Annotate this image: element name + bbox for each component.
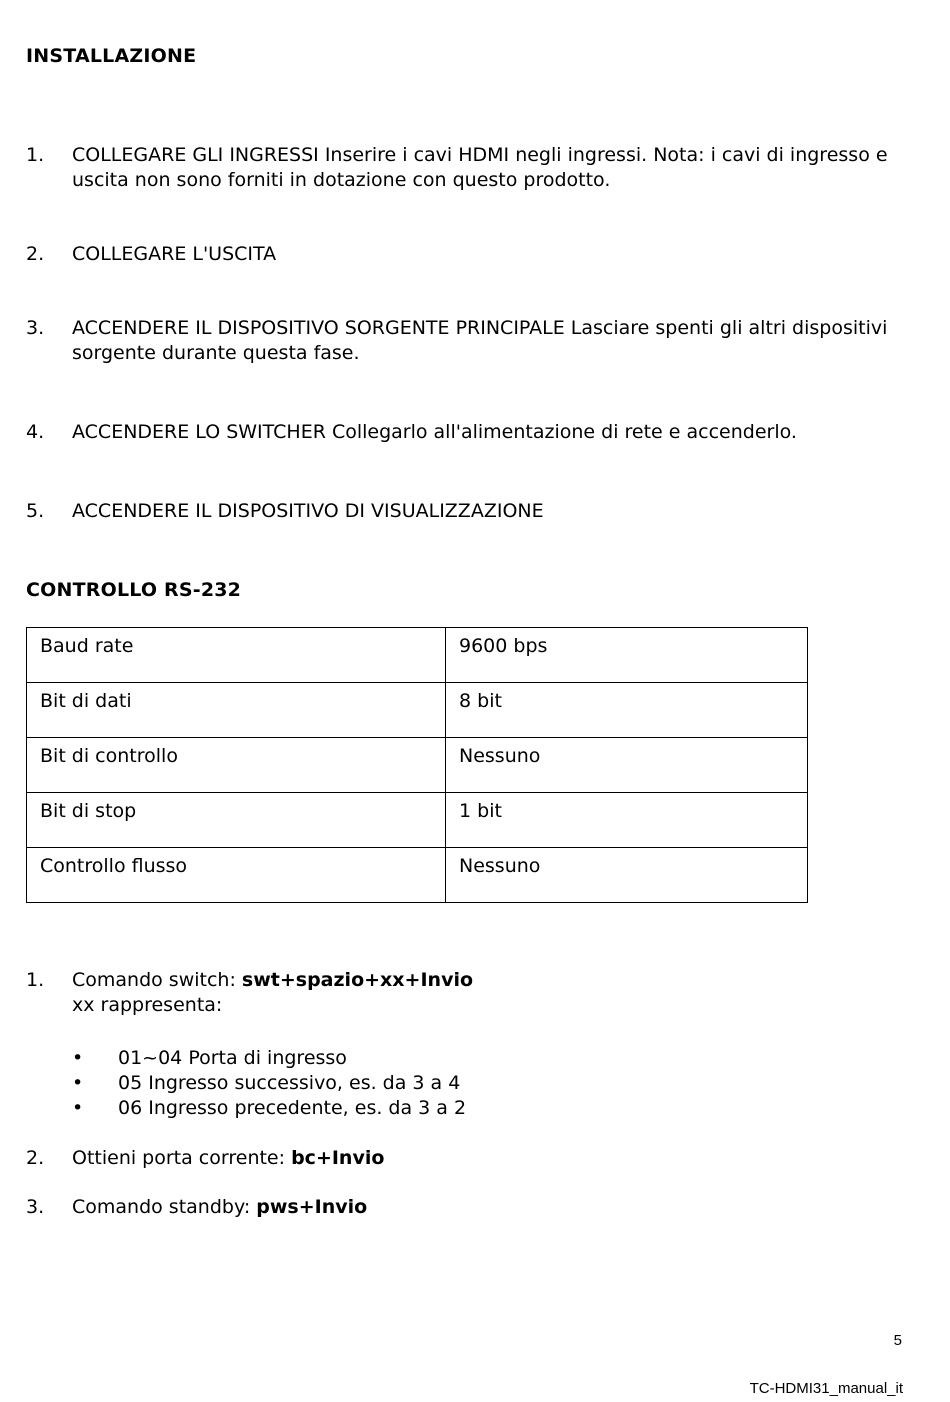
command-syntax: bc+Invio <box>291 1147 385 1169</box>
step-text: ACCENDERE LO SWITCHER Collegarlo all'alimentazione di rete e accenderlo. <box>72 421 797 443</box>
step-number: 5. <box>26 500 45 522</box>
table-row <box>27 738 808 793</box>
step-number: 1. <box>26 144 45 166</box>
page-number: 5 <box>893 1332 902 1349</box>
document-name: TC-HDMI31_manual_it <box>749 1380 903 1397</box>
table-row <box>27 848 808 903</box>
value-cell: 9600 bps <box>446 628 808 683</box>
command-line <box>72 1195 367 1220</box>
command-number: 2. <box>26 1147 45 1169</box>
step-number: 2. <box>26 243 45 265</box>
step-text: COLLEGARE GLI INGRESSI Inserire i cavi HDMI negli ingressi. Nota: i cavi di ingresso e uscita non sono forniti in dotazione con questo prodotto. <box>72 144 888 191</box>
command-number: 1. <box>26 969 45 991</box>
param-cell: Bit di stop <box>27 793 446 848</box>
list-item: 01~04 Porta di ingresso <box>118 1047 347 1069</box>
section-title-rs232: CONTROLLO RS-232 <box>26 579 242 601</box>
param-cell: Baud rate <box>27 628 446 683</box>
step-text: ACCENDERE IL DISPOSITIVO SORGENTE PRINCIPALE Lasciare spenti gli altri dispositivi sorgente durante questa fase. <box>72 317 888 364</box>
table-row <box>27 683 808 738</box>
command-number: 3. <box>26 1196 45 1218</box>
bullet-icon: • <box>72 1072 84 1094</box>
bullet-icon: • <box>72 1097 84 1119</box>
command-label: Comando standby: <box>72 1196 257 1218</box>
command-line <box>72 968 473 993</box>
table-row <box>27 793 808 848</box>
command-label: Comando switch: <box>72 969 242 991</box>
value-cell: 1 bit <box>446 793 808 848</box>
step-text: ACCENDERE IL DISPOSITIVO DI VISUALIZZAZIONE <box>72 500 544 522</box>
bullet-icon: • <box>72 1047 84 1069</box>
value-cell: Nessuno <box>446 848 808 903</box>
command-note: xx rappresenta: <box>72 994 223 1016</box>
list-item: 05 Ingresso successivo, es. da 3 a 4 <box>118 1072 461 1094</box>
step-number: 3. <box>26 317 45 339</box>
value-cell: Nessuno <box>446 738 808 793</box>
value-cell: 8 bit <box>446 683 808 738</box>
param-cell: Controllo flusso <box>27 848 446 903</box>
command-syntax: pws+Invio <box>256 1196 368 1218</box>
command-syntax: swt+spazio+xx+Invio <box>241 969 474 991</box>
command-label: Ottieni porta corrente: <box>72 1147 292 1169</box>
table-row <box>27 628 808 683</box>
step-text: COLLEGARE L'USCITA <box>72 243 277 265</box>
rs232-settings-table <box>26 627 808 903</box>
section-title-installazione: INSTALLAZIONE <box>26 45 197 67</box>
param-cell: Bit di dati <box>27 683 446 738</box>
param-cell: Bit di controllo <box>27 738 446 793</box>
command-line <box>72 1146 384 1171</box>
list-item: 06 Ingresso precedente, es. da 3 a 2 <box>118 1097 467 1119</box>
step-number: 4. <box>26 421 45 443</box>
